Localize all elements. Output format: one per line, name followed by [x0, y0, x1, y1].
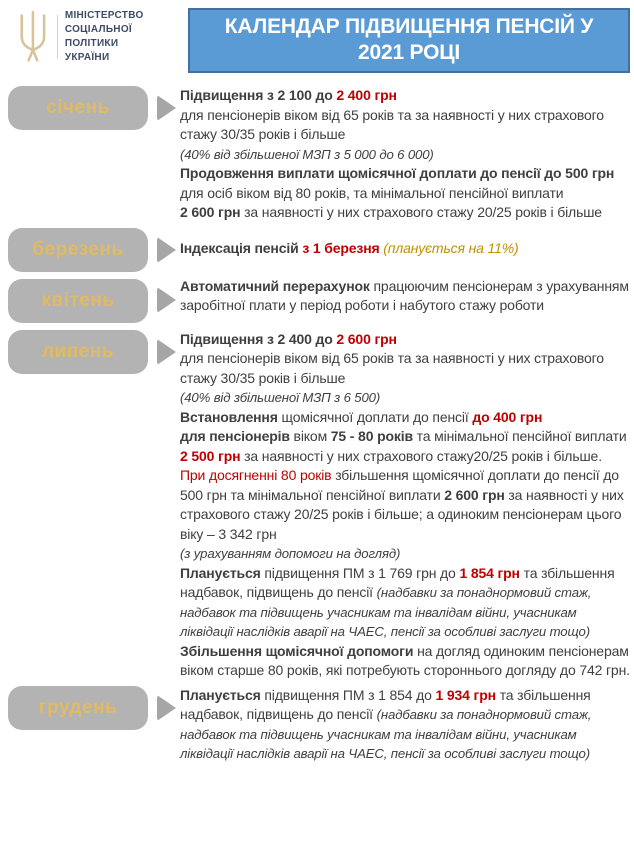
arrow-right-icon — [157, 237, 176, 263]
text-run: (з урахуванням допомоги на догляд) — [180, 546, 401, 561]
text-run: (надбавки за понаднормовий стаж, надбавок та підвищень учасникам та інвалідам війни, учасникам ліквідації наслідків аварії на ЧАЕС, пенсії за особливі заслуги тощо) — [180, 585, 592, 639]
text-run: Підвищення з 2 100 до — [180, 87, 337, 103]
paragraph — [180, 330, 630, 350]
text-run: та збільшення надбавок, підвищень до пенсії — [180, 686, 591, 722]
month-label — [8, 228, 148, 272]
month-section — [8, 228, 630, 272]
text-run: Планується — [180, 686, 261, 703]
text-run: збільшення щомісячної доплати до пенсії до 500 грн та мінімальної пенсійної виплати — [180, 467, 619, 503]
text-run: за наявності у них страхового стажу 20/25 років і більше; а одиноким пенсіонерам цього віку – 3 342 грн — [180, 486, 624, 542]
arrow-right-icon — [157, 339, 176, 365]
month-label-column — [8, 277, 180, 323]
header — [0, 0, 634, 82]
paragraph — [180, 427, 630, 466]
paragraph — [180, 203, 630, 223]
month-label-text: березень — [32, 238, 124, 260]
arrow-right-icon — [157, 695, 176, 721]
month-label-text: грудень — [38, 696, 118, 718]
text-run: та збільшення надбавок, підвищень до пенсії — [180, 564, 615, 600]
section-text — [180, 228, 630, 259]
text-run: 1 934 грн — [435, 686, 496, 703]
paragraph — [180, 184, 630, 204]
text-run: Встановлення — [180, 408, 278, 425]
month-label — [8, 330, 148, 374]
paragraph — [180, 349, 630, 388]
month-label-column — [8, 330, 180, 374]
text-run: до 400 грн — [472, 408, 543, 425]
text-run: за наявності у них страхового стажу 20/25 років і більше — [240, 204, 602, 220]
ministry-name-line3: УКРАЇНИ — [64, 52, 110, 63]
month-label — [8, 686, 148, 730]
arrow-right-icon — [157, 95, 176, 121]
paragraph — [180, 408, 630, 428]
text-run: віком — [289, 428, 331, 444]
paragraph — [180, 239, 630, 259]
text-run: та мінімальної пенсійної виплати — [412, 428, 627, 444]
month-label-column — [8, 686, 180, 730]
text-run: (планується на 11%) — [383, 239, 519, 256]
text-run: 2 600 грн — [336, 330, 397, 347]
paragraph — [180, 145, 630, 165]
text-run: Продовження виплати щомісячної доплати до пенсії до 500 грн — [180, 165, 615, 181]
ministry-name-line2: СОЦІАЛЬНОЇ ПОЛІТИКИ — [64, 24, 132, 49]
text-run: (40% від збільшеної МЗП з 5 000 до 6 000) — [180, 146, 434, 162]
text-run: працюючим пенсіонерам з урахуванням заробітної плати у період роботи і набутого стажу роботи — [180, 277, 629, 313]
text-run: Підвищення з 2 400 до — [180, 330, 337, 347]
text-run: 2 600 грн — [180, 204, 241, 220]
month-label-column — [8, 86, 180, 130]
calendar-sections — [0, 82, 634, 764]
month-label — [8, 279, 148, 323]
paragraph — [180, 86, 630, 106]
text-run: (надбавки за понаднормовий стаж, надбавок та підвищень учасникам та інвалідам війни, учасникам ліквідації наслідків аварії на ЧАЕС, пенсії за особливі заслуги тощо) — [180, 707, 592, 761]
month-label — [8, 86, 148, 130]
paragraph — [180, 106, 630, 145]
ministry-logo — [14, 8, 182, 66]
text-run: підвищення ПМ з 1 854 до — [260, 686, 436, 703]
arrow-right-icon — [157, 287, 176, 313]
paragraph — [180, 564, 630, 642]
section-text — [180, 86, 630, 223]
text-run: Індексація пенсій — [180, 239, 303, 256]
month-label-column — [8, 228, 180, 272]
logo-divider — [57, 15, 58, 59]
text-run: з 1 березня — [302, 239, 384, 256]
text-run: (40% від збільшеної МЗП з 6 500) — [180, 390, 381, 405]
trident-icon — [14, 8, 52, 66]
paragraph — [180, 544, 630, 564]
text-run: 75 - 80 років — [330, 428, 413, 444]
text-run: Планується — [180, 564, 261, 581]
month-section — [8, 686, 630, 764]
month-section — [8, 330, 630, 681]
section-text — [180, 277, 630, 316]
text-run: 1 854 грн — [459, 564, 520, 581]
paragraph — [180, 388, 630, 408]
text-run: 2 600 грн — [444, 486, 505, 503]
month-label-text: липень — [42, 340, 114, 362]
text-run: на догляд одиноким пенсіонерам віком старше 80 років, які потребують стороннього догляду до 742 грн. — [180, 642, 630, 678]
text-run: При досягненні 80 років — [180, 467, 332, 483]
month-label-text: квітень — [41, 289, 115, 311]
paragraph — [180, 642, 630, 681]
text-run: для пенсіонерів — [180, 428, 290, 444]
page-title: КАЛЕНДАР ПІДВИЩЕННЯ ПЕНСІЙ У 2021 РОЦІ — [188, 8, 630, 73]
month-label-text: січень — [46, 97, 110, 118]
text-run: Автоматичний перерахунок — [180, 277, 370, 294]
text-run: Збільшення щомісячної допомоги — [180, 642, 414, 659]
text-run: підвищення ПМ з 1 769 грн до — [260, 564, 460, 581]
text-run: 2 500 грн — [180, 447, 241, 464]
paragraph — [180, 277, 630, 316]
section-text — [180, 330, 630, 681]
ministry-name-line1: МІНІСТЕРСТВО — [64, 10, 144, 21]
month-section — [8, 277, 630, 323]
text-run: для осіб віком від 80 років, та мінімальної пенсійної виплати — [180, 184, 564, 201]
paragraph — [180, 466, 630, 544]
paragraph — [180, 164, 630, 184]
section-text — [180, 686, 630, 764]
ministry-name — [65, 9, 182, 65]
text-run: для пенсіонерів віком від 65 років та за наявності у них страхового стажу 30/35 років і більше — [180, 350, 604, 386]
text-run: для пенсіонерів віком від 65 років та за наявності у них страхового стажу 30/35 років і більше — [180, 106, 604, 142]
paragraph — [180, 686, 630, 764]
month-section — [8, 86, 630, 223]
text-run: 2 400 грн — [336, 87, 397, 103]
text-run: за наявності у них страхового стажу20/25 років і більше. — [240, 447, 602, 464]
text-run: щомісячної доплати до пенсії — [277, 408, 473, 425]
